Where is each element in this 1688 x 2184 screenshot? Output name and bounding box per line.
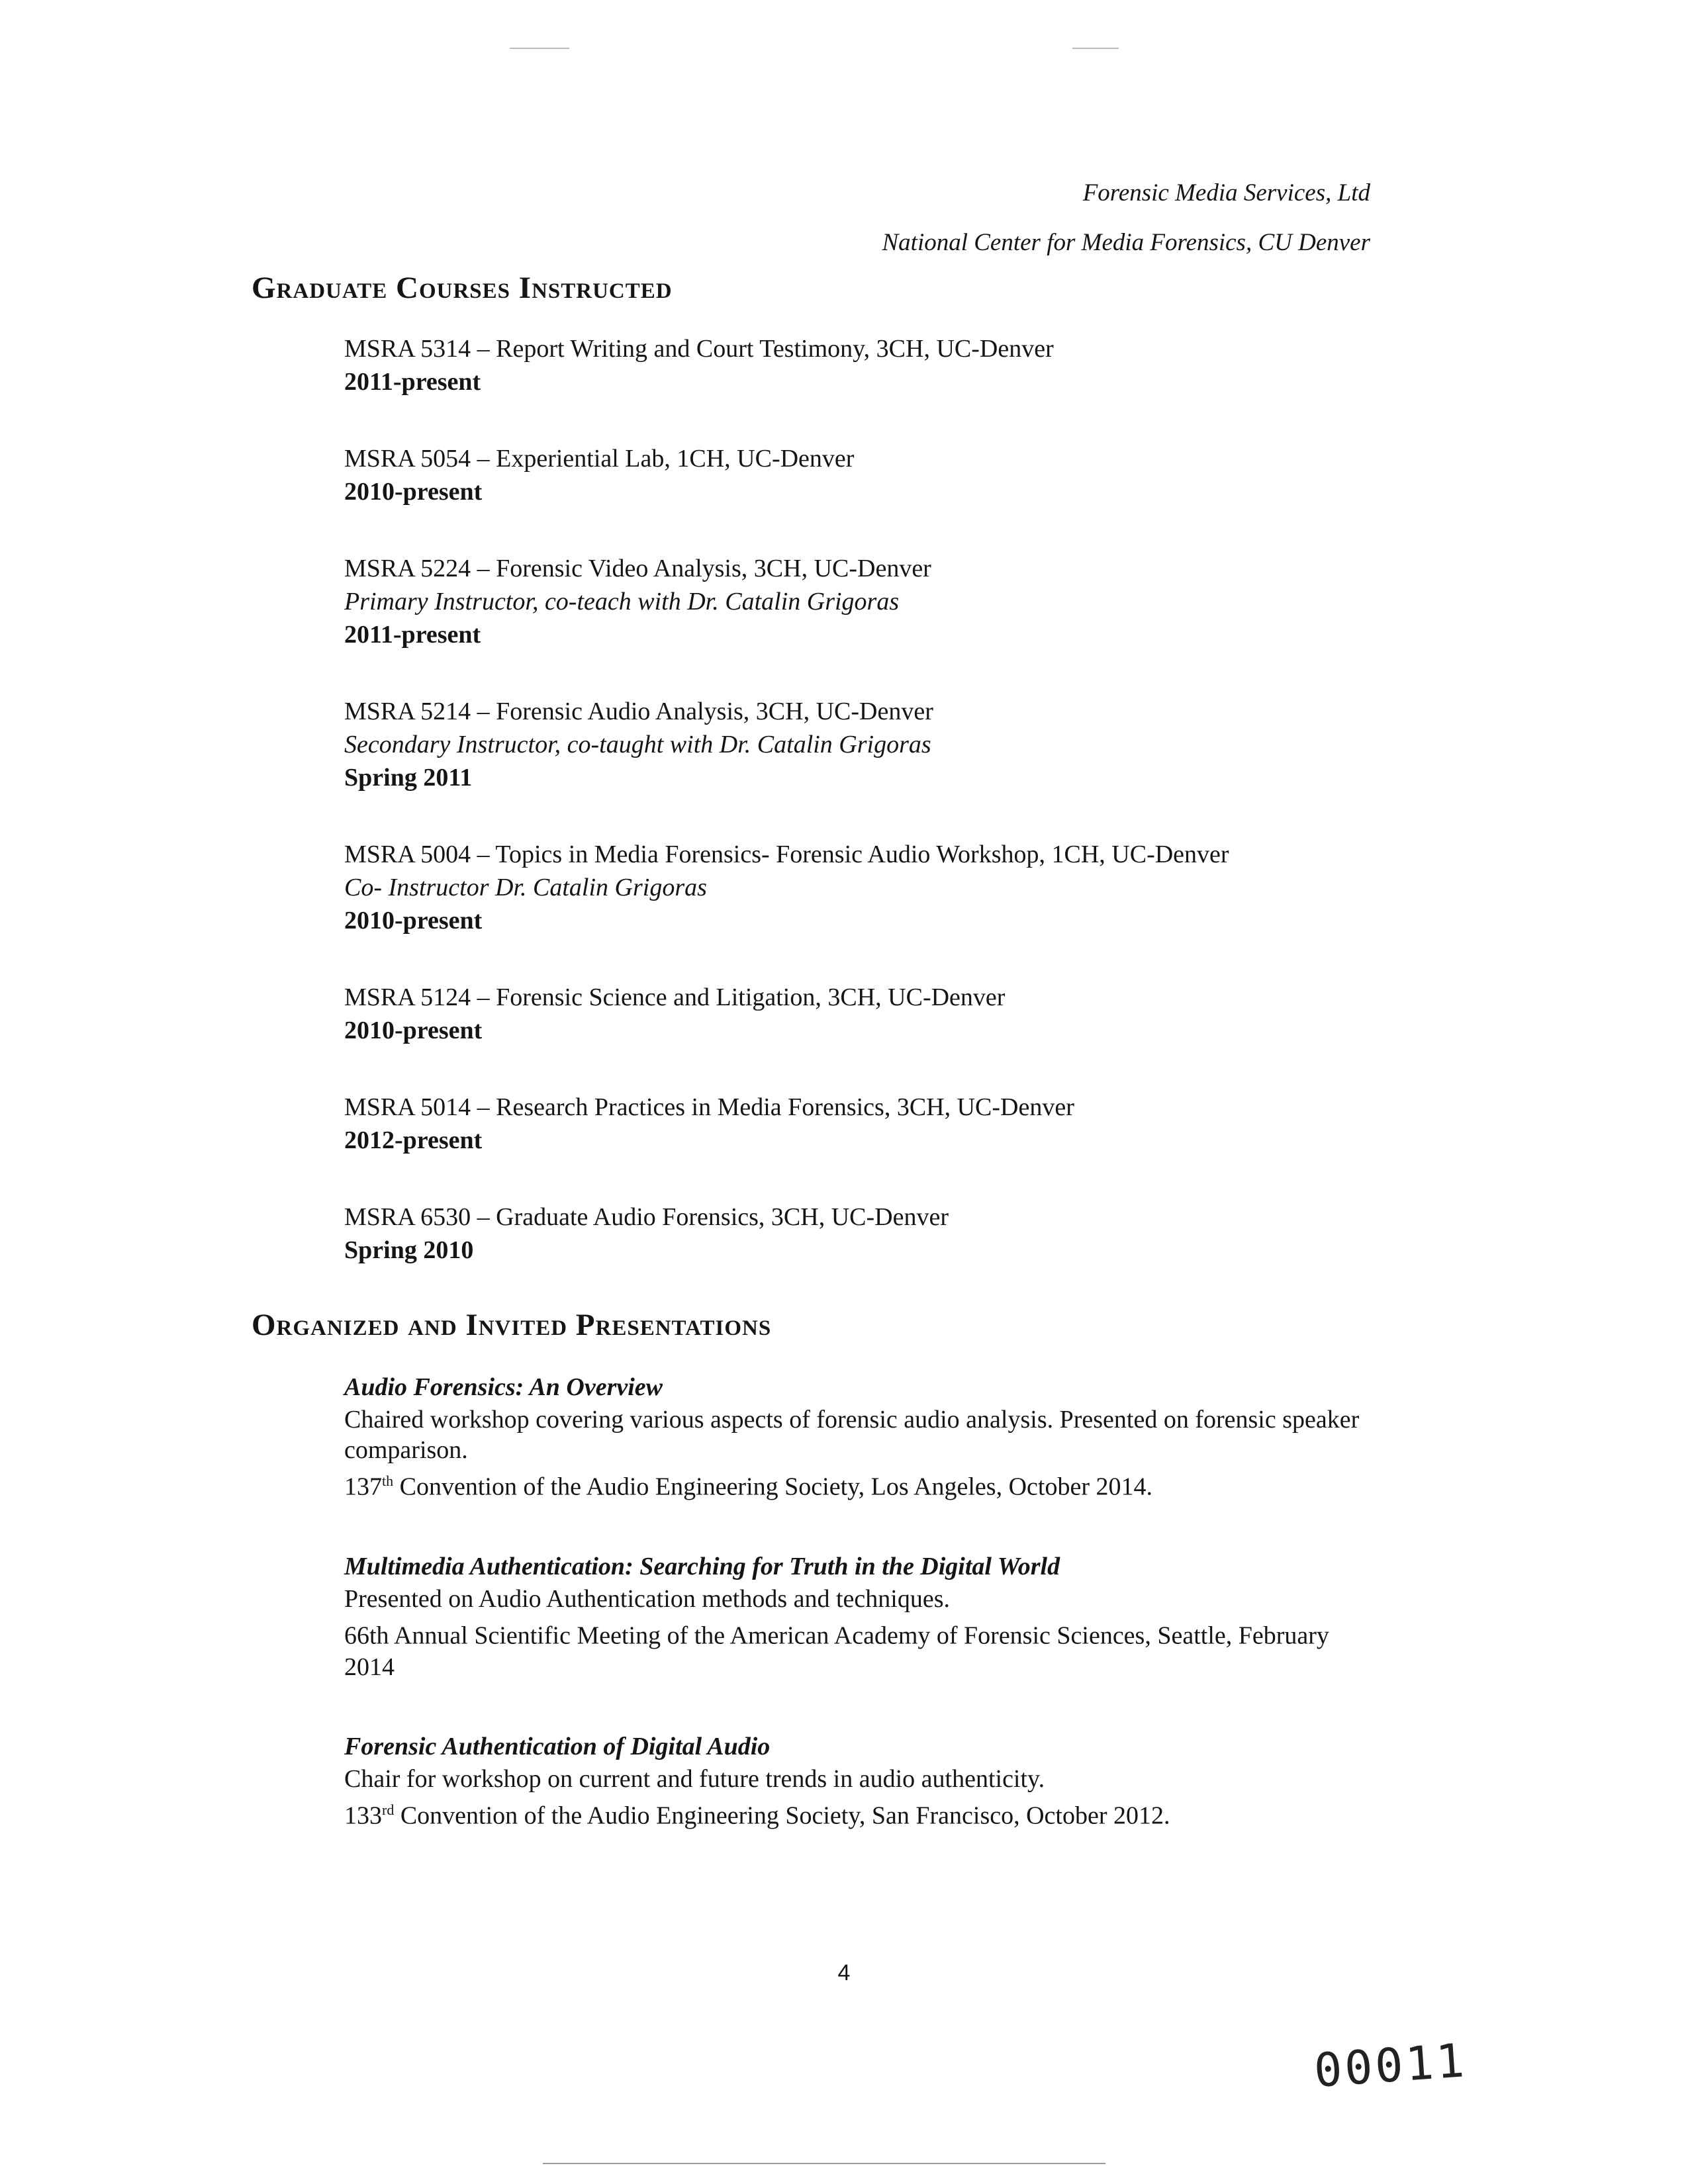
course-item — [344, 981, 1377, 1047]
scan-mark — [510, 48, 569, 49]
presentation-venue — [344, 1614, 1377, 1684]
venue-ordinal-suffix: th — [382, 1473, 394, 1489]
course-title: MSRA 5314 – Report Writing and Court Testimony, 3CH, UC-Denver — [344, 335, 1054, 363]
venue-text: Convention of the Audio Engineering Society, San Francisco, October 2012. — [394, 1801, 1170, 1830]
presentation-item — [344, 1549, 1377, 1684]
course-item — [344, 1091, 1377, 1157]
presentation-description: Presented on Audio Authentication methods and techniques. — [344, 1584, 951, 1613]
course-item — [344, 552, 1377, 651]
section-title-courses: Graduate Courses Instructed — [252, 271, 673, 305]
header-organization: Forensic Media Services, Ltd — [1082, 179, 1370, 206]
presentation-venue — [344, 1794, 1377, 1832]
course-item — [344, 332, 1377, 398]
venue-ordinal: 137 — [344, 1473, 382, 1501]
presentation-title: Multimedia Authentication: Searching for Truth in the Digital World — [344, 1552, 1060, 1580]
course-title: MSRA 5014 – Research Practices in Media Forensics, 3CH, UC-Denver — [344, 1093, 1074, 1121]
header-affiliation: National Center for Media Forensics, CU Denver — [882, 229, 1370, 256]
venue-text: Convention of the Audio Engineering Society, Los Angeles, October 2014. — [393, 1473, 1152, 1501]
course-title: MSRA 5054 – Experiential Lab, 1CH, UC-Denver — [344, 445, 855, 473]
course-title: MSRA 5214 – Forensic Audio Analysis, 3CH, UC-Denver — [344, 698, 933, 725]
presentation-description: Chair for workshop on current and future trends in audio authenticity. — [344, 1765, 1045, 1794]
course-role: Co- Instructor Dr. Catalin Grigoras — [344, 874, 707, 901]
venue-ordinal: 133 — [344, 1801, 382, 1830]
course-term: Spring 2010 — [344, 1236, 474, 1264]
presentation-title: Audio Forensics: An Overview — [344, 1373, 663, 1401]
presentation-list — [344, 1370, 1377, 1878]
scan-mark — [543, 2163, 1105, 2164]
course-term: Spring 2011 — [344, 764, 473, 792]
course-term: 2010-present — [344, 907, 483, 934]
venue-text: 66th Annual Scientific Meeting of the American Academy of Forensic Sciences, Seattle, February 2014 — [344, 1621, 1329, 1682]
presentation-venue — [344, 1465, 1377, 1503]
presentation-item — [344, 1370, 1377, 1503]
course-term: 2011-present — [344, 621, 481, 649]
presentation-title: Forensic Authentication of Digital Audio — [344, 1733, 771, 1761]
course-item — [344, 695, 1377, 794]
page-number: 4 — [837, 1960, 851, 1985]
course-list — [344, 332, 1377, 1310]
course-item — [344, 838, 1377, 937]
course-item — [344, 1201, 1377, 1267]
scan-mark — [1072, 48, 1119, 49]
course-title: MSRA 5004 – Topics in Media Forensics- Forensic Audio Workshop, 1CH, UC-Denver — [344, 841, 1229, 868]
course-term: 2010-present — [344, 478, 483, 506]
course-title: MSRA 6530 – Graduate Audio Forensics, 3CH, UC-Denver — [344, 1203, 949, 1231]
course-title: MSRA 5124 – Forensic Science and Litigation, 3CH, UC-Denver — [344, 983, 1006, 1011]
course-term: 2010-present — [344, 1017, 483, 1044]
section-title-presentations: Organized and Invited Presentations — [252, 1308, 772, 1342]
course-term: 2012-present — [344, 1126, 483, 1154]
course-role: Primary Instructor, co-teach with Dr. Catalin Grigoras — [344, 588, 900, 615]
course-role: Secondary Instructor, co-taught with Dr. Catalin Grigoras — [344, 731, 931, 758]
presentation-item — [344, 1729, 1377, 1832]
course-item — [344, 442, 1377, 508]
course-term: 2011-present — [344, 368, 481, 396]
presentation-description: Chaired workshop covering various aspects of forensic audio analysis. Presented on forensic speaker comparison. — [344, 1406, 1360, 1464]
bates-stamp: 00011 — [1312, 2033, 1469, 2098]
venue-ordinal-suffix: rd — [382, 1801, 395, 1819]
course-title: MSRA 5224 – Forensic Video Analysis, 3CH, UC-Denver — [344, 555, 931, 582]
